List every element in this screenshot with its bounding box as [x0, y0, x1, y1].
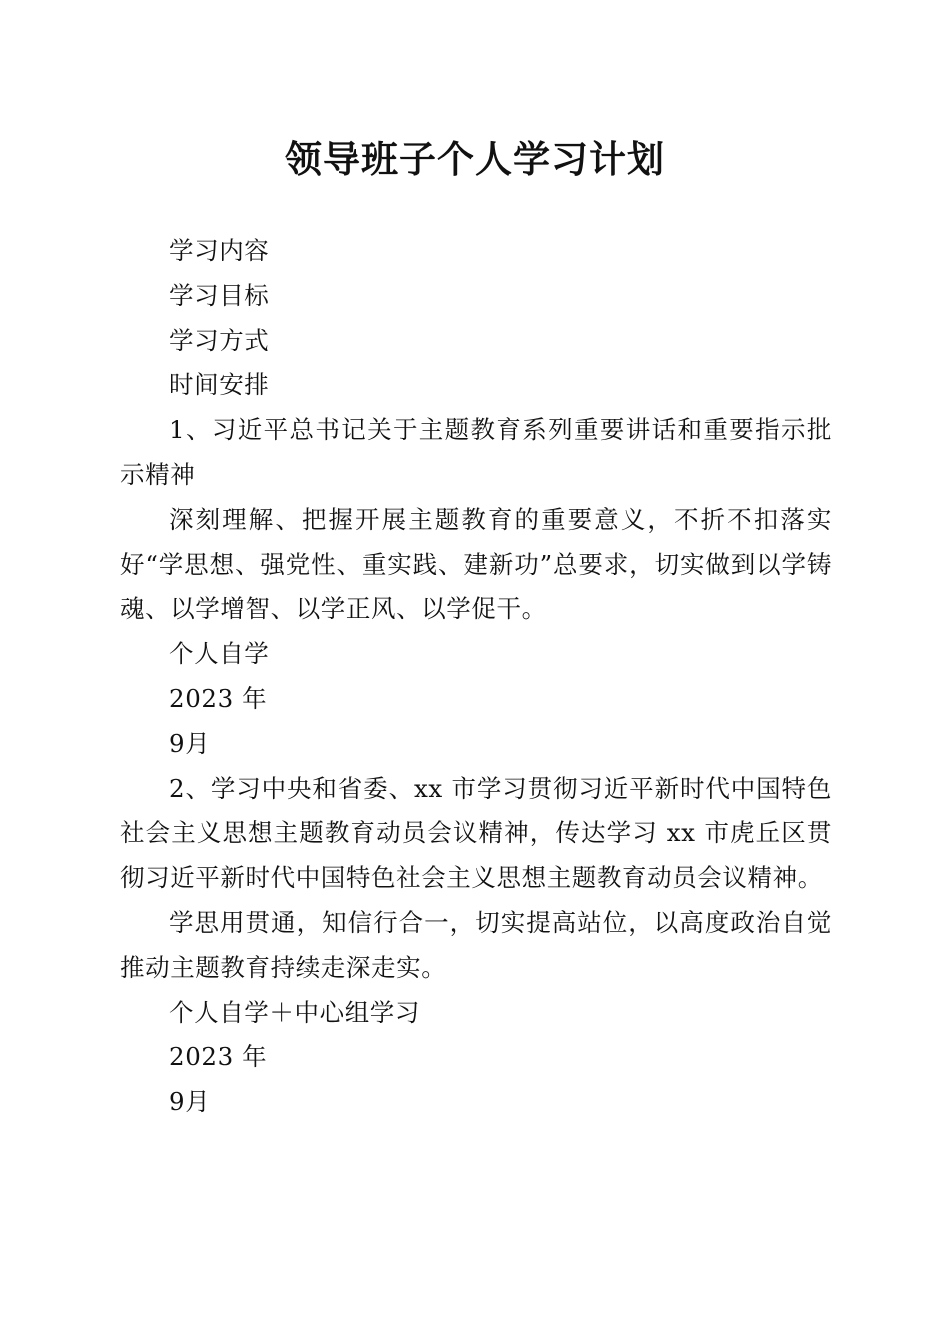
item-2-goal: 学思用贯通，知信行合一，切实提高站位，以高度政治自觉推动主题教育持续走深走实。	[120, 907, 832, 982]
item-1-method: 个人自学	[169, 639, 270, 669]
section-heading-schedule: 时间安排	[169, 370, 270, 400]
item-2-month: 9月	[169, 1087, 211, 1117]
item-2-content: 2、学习中央和省委、xx 市学习贯彻习近平新时代中国特色社会主义思想主题教育动员会议精神，传达学习 xx 市虎丘区贯彻习近平新时代中国特色社会主义思想主题教育动员会议精神。	[120, 773, 832, 893]
item-1-month: 9月	[169, 728, 211, 758]
item-1-content: 1、习近平总书记关于主题教育系列重要讲话和重要指示批示精神	[120, 415, 832, 489]
section-heading-content: 学习内容	[169, 236, 270, 265]
section-heading-goal: 学习目标	[169, 280, 270, 310]
item-2-year: 2023 年	[169, 1042, 268, 1072]
item-1-year: 2023 年	[169, 683, 268, 713]
document-body	[120, 229, 832, 1125]
item-2-method: 个人自学＋中心组学习	[169, 997, 420, 1027]
item-1-goal: 深刻理解、把握开展主题教育的重要意义，不折不扣落实好“学思想、强党性、重实践、建新功”总要求，切实做到以学铸魂、以学增智、以学正风、以学促干。	[120, 504, 832, 624]
section-heading-method: 学习方式	[169, 325, 270, 355]
document-title: 领导班子个人学习计划	[285, 137, 665, 181]
